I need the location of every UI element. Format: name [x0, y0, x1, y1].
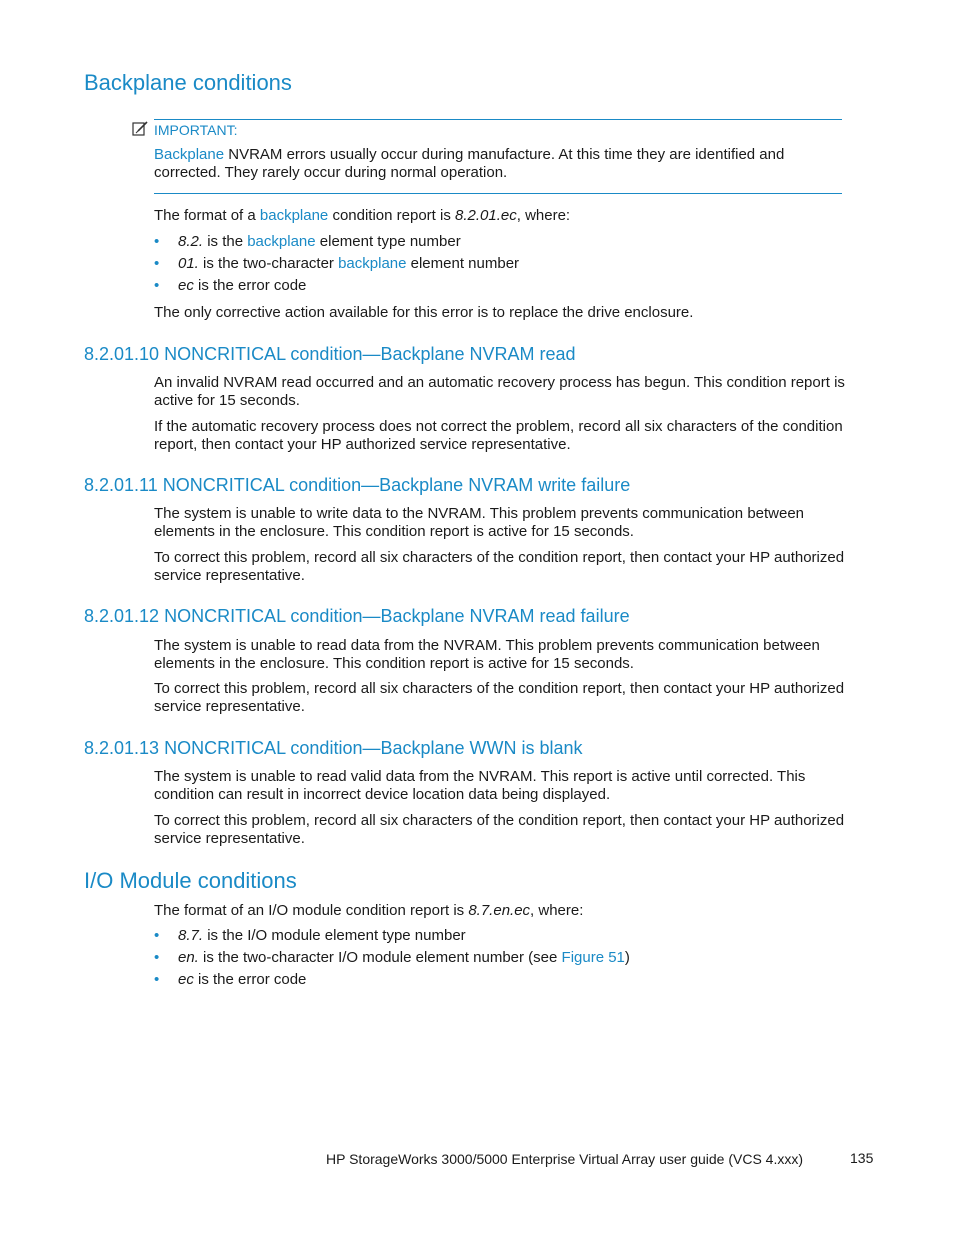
bullet-icon: • [154, 255, 160, 272]
condition-description: An invalid NVRAM read occurred and an automatic recovery process has begun. This condition report is active for 15 seconds. [154, 374, 845, 409]
condition-heading-nvram-read-failure: 8.2.01.12 NONCRITICAL condition—Backplane NVRAM read failure [84, 606, 630, 626]
condition-action: To correct this problem, record all six characters of the condition report, then contact your HP authorized service representative. [154, 812, 845, 847]
footer-document-title: HP StorageWorks 3000/5000 Enterprise Virtual Array user guide (VCS 4.xxx) [326, 1151, 804, 1167]
list-item: • 8.2. is the backplane element type number [154, 231, 519, 253]
list-item: • en. is the two-character I/O module element number (see Figure 51) [154, 947, 630, 969]
condition-description: The system is unable to read data from the NVRAM. This problem prevents communication between elements in the enclosure. This condition report is active for 15 seconds. [154, 637, 820, 672]
figure-51-link[interactable]: Figure 51 [561, 949, 625, 966]
backplane-bullet-list [154, 231, 519, 297]
io-module-format-paragraph: The format of an I/O module condition report is 8.7.en.ec, where: [154, 902, 584, 919]
important-top-rule [154, 119, 842, 120]
bullet-icon: • [154, 277, 160, 294]
bullet-icon: • [154, 971, 160, 988]
important-text: Backplane NVRAM errors usually occur during manufacture. At this time they are identified and corrected. They rarely occur during normal operation. [154, 146, 785, 181]
backplane-link[interactable]: backplane [259, 207, 329, 224]
bullet-icon: • [154, 233, 160, 250]
io-module-bullet-list [154, 925, 630, 991]
important-label: IMPORTANT: [154, 122, 238, 138]
condition-action: If the automatic recovery process does not correct the problem, record all six characters of the condition report, then contact your HP authorized service representative. [154, 418, 843, 453]
note-pencil-icon [132, 120, 149, 137]
backplane-link[interactable]: backplane [247, 233, 316, 250]
list-item: • ec is the error code [154, 969, 630, 991]
list-item: • ec is the error code [154, 275, 519, 297]
backplane-link[interactable]: backplane [338, 255, 407, 272]
condition-action: To correct this problem, record all six characters of the condition report, then contact your HP authorized service representative. [154, 549, 845, 584]
corrective-action-text: The only corrective action available for this error is to replace the drive enclosure. [154, 304, 694, 321]
section-heading-backplane: Backplane conditions [84, 70, 292, 95]
condition-action: To correct this problem, record all six characters of the condition report, then contact your HP authorized service representative. [154, 680, 845, 715]
backplane-link[interactable]: Backplane [154, 146, 225, 163]
section-heading-io-module: I/O Module conditions [84, 868, 297, 893]
list-item: • 01. is the two-character backplane element number [154, 253, 519, 275]
bullet-icon: • [154, 927, 160, 944]
condition-description: The system is unable to write data to the NVRAM. This problem prevents communication between elements in the enclosure. This condition report is active for 15 seconds. [154, 505, 805, 540]
page-number: 135 [850, 1150, 874, 1166]
condition-heading-wwn-blank: 8.2.01.13 NONCRITICAL condition—Backplane WWN is blank [84, 738, 583, 758]
condition-description: The system is unable to read valid data from the NVRAM. This report is active until corrected. This condition can result in incorrect device location data being displayed. [154, 768, 806, 803]
condition-heading-nvram-read: 8.2.01.10 NONCRITICAL condition—Backplane NVRAM read [84, 344, 576, 364]
bullet-icon: • [154, 949, 160, 966]
backplane-format-paragraph: The format of a backplane condition report is 8.2.01.ec, where: [154, 207, 571, 224]
important-bottom-rule [154, 193, 842, 194]
condition-heading-nvram-write-failure: 8.2.01.11 NONCRITICAL condition—Backplane NVRAM write failure [84, 475, 631, 495]
list-item: • 8.7. is the I/O module element type number [154, 925, 630, 947]
